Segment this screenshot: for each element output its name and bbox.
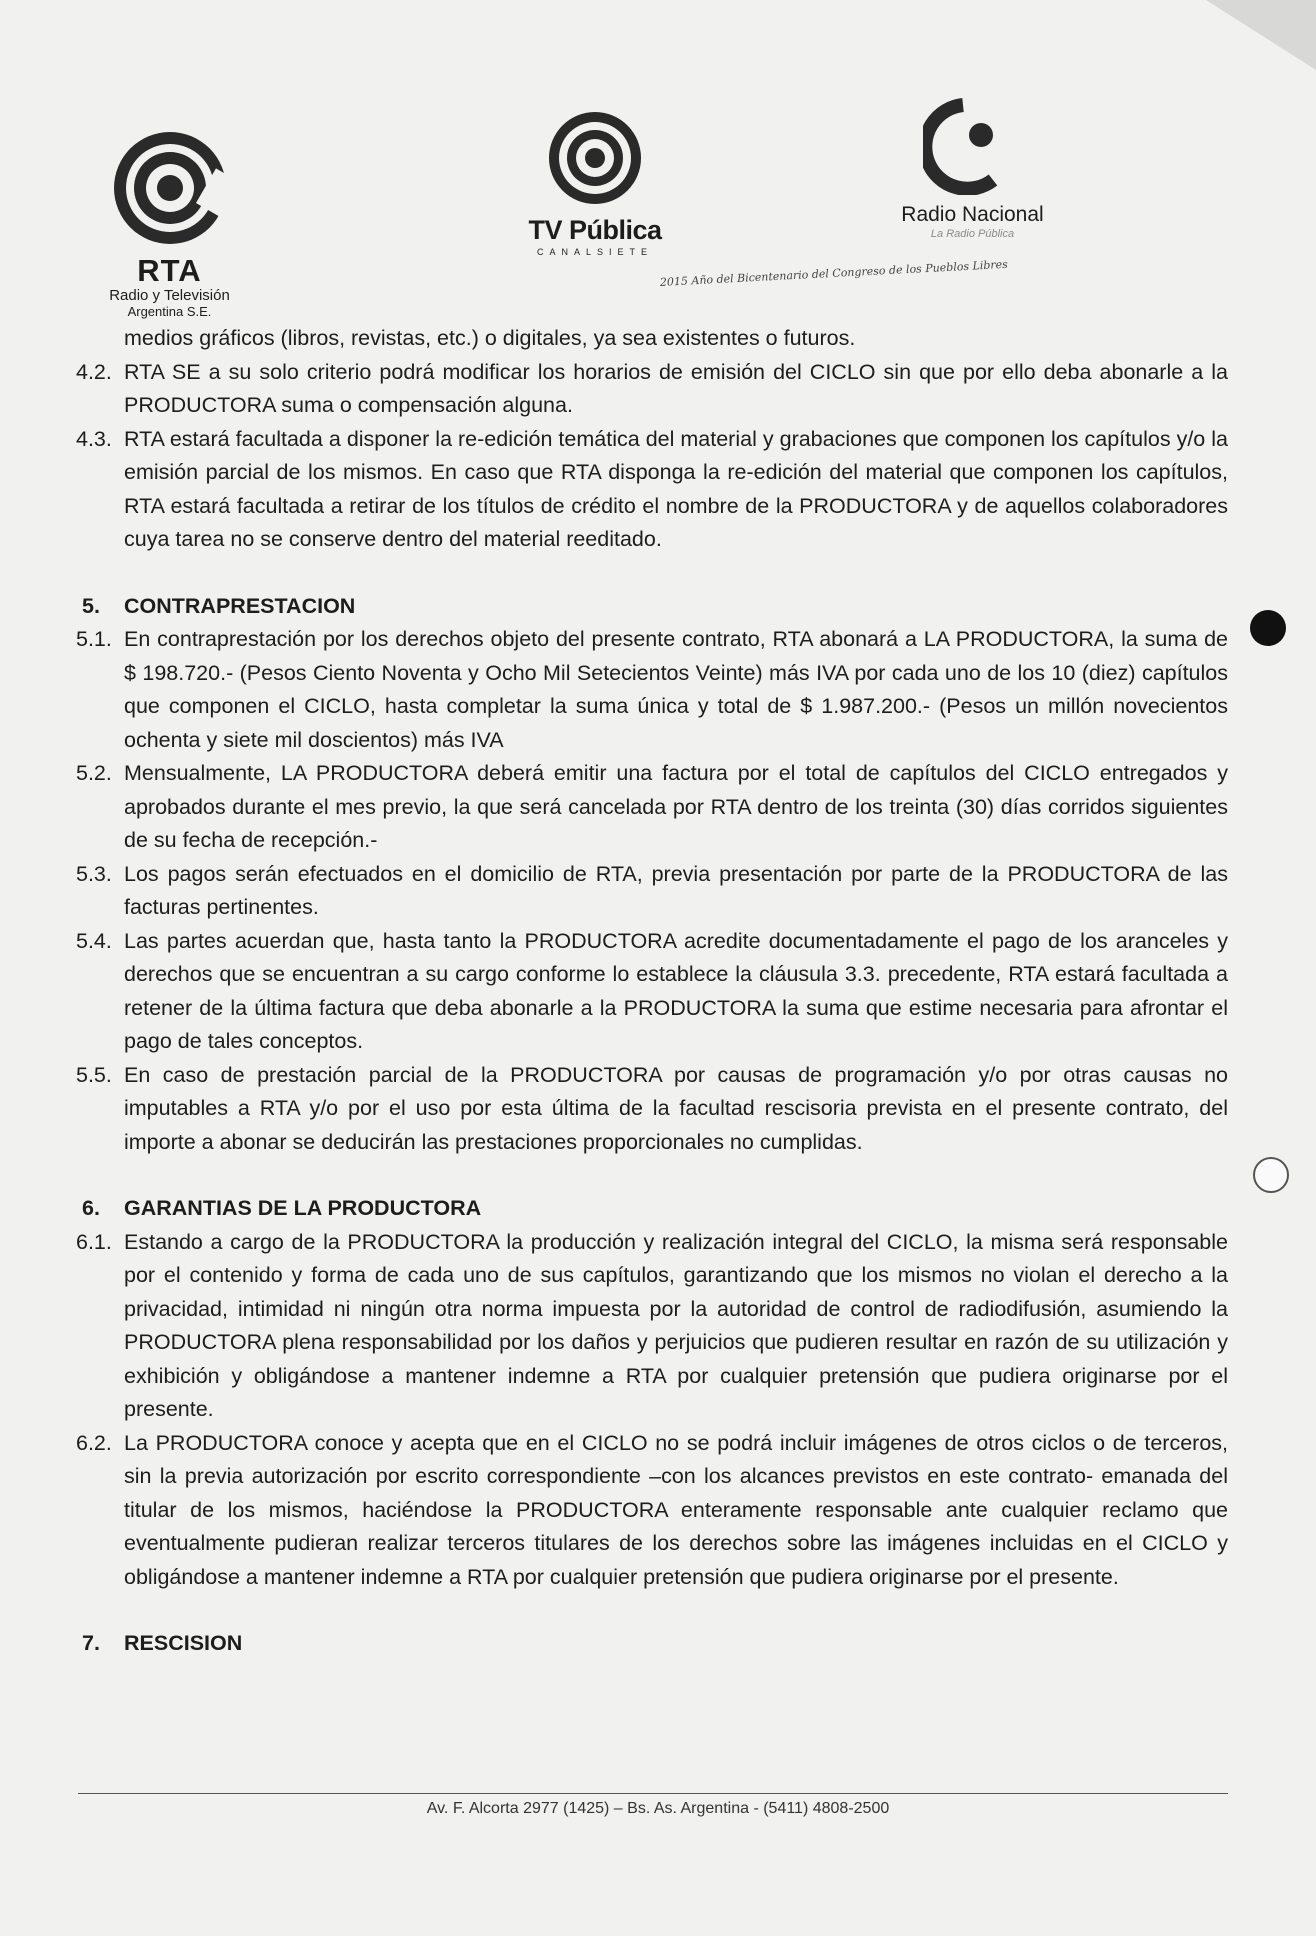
section-6-heading bbox=[68, 1192, 1228, 1226]
clause-5-1 bbox=[68, 623, 1228, 757]
punch-hole bbox=[1250, 610, 1286, 646]
clause-5-2 bbox=[68, 757, 1228, 858]
rta-logo bbox=[92, 128, 247, 319]
clause-number: 6.1. bbox=[76, 1229, 112, 1254]
section-title: RESCISION bbox=[124, 1631, 243, 1655]
rta-logo-subtitle: Radio y Televisión bbox=[109, 287, 230, 304]
clause-text: Estando a cargo de la PRODUCTORA la producción y realización integral del CICLO, la misma será responsable por el contenido y forma de cada uno de sus capítulos, garantizando que los mismos no violan el derecho a la privacidad, intimidad ni ningún otra norma impuesta por la autoridad de control de radiodifusión, asumiendo la PRODUCTORA plena responsabilidad por los daños y perjuicios que pudieren resultar en razón de su utilización y exhibición y obligándose a mantener indemne a RTA por cualquier pretensión que pudiera originarse por el presente. bbox=[124, 1229, 1228, 1421]
rta-circle-icon bbox=[105, 128, 235, 248]
section-number: 5. bbox=[82, 593, 100, 618]
clause-text: En contraprestación por los derechos objeto del presente contrato, RTA abonará a LA PRODUCTORA, la suma de $ 198.720.- (Pesos Ciento Noventa y Ocho Mil Setecientos Veinte) más IVA por cada uno de los 10 (diez) capítulos que componen el CICLO, hasta completar la suma única y total de $ 1.987.200.- (Pesos un millón novecientos ochenta y siete mil doscientos) más IVA bbox=[124, 627, 1228, 752]
contract-body bbox=[68, 322, 1228, 1661]
footer-divider bbox=[78, 1793, 1228, 1794]
radio-nacional-title: Radio Nacional bbox=[901, 203, 1044, 226]
clause-5-3 bbox=[68, 858, 1228, 925]
clause-number: 6.2. bbox=[76, 1430, 112, 1455]
radio-nacional-arc-icon bbox=[923, 95, 1023, 195]
clause-6-2 bbox=[68, 1427, 1228, 1595]
section-number: 6. bbox=[82, 1196, 100, 1220]
radio-nacional-logo bbox=[880, 95, 1065, 240]
punch-hole bbox=[1253, 1157, 1289, 1193]
tv-publica-subtitle: CANALSIETE bbox=[536, 247, 654, 257]
intro-line: medios gráficos (libros, revistas, etc.) o digitales, ya sea existentes o futuros. bbox=[124, 326, 856, 350]
section-7-heading bbox=[68, 1627, 1228, 1661]
rta-logo-subtitle2: Argentina S.E. bbox=[127, 303, 212, 319]
clause-number: 5.4. bbox=[76, 928, 112, 953]
clause-number: 5.5. bbox=[76, 1062, 112, 1087]
clause-6-1 bbox=[68, 1226, 1228, 1427]
clause-text: La PRODUCTORA conoce y acepta que en el CICLO no se podrá incluir imágenes de otros ciclos o de terceros, sin la previa autorización por escrito correspondiente –con los alcances previstos en este contrato- emanada del titular de los mismos, haciéndose la PRODUCTORA enteramente responsable ante cualquier reclamo que eventualmente pudieran realizar terceros titulares de los derechos sobre las imágenes incluidas en el CICLO y obligándose a mantener indemne a RTA por cualquier pretensión que pudiera originarse por el presente. bbox=[124, 1430, 1228, 1589]
clause-number: 5.1. bbox=[76, 627, 112, 651]
header-motto: 2015 Año del Bicentenario del Congreso de los Pueblos Libres bbox=[659, 257, 1009, 289]
clause-text: RTA estará facultada a disponer la re-edición temática del material y grabaciones que componen los capítulos y/o la emisión parcial de los mismos. En caso que RTA disponga la re-edición del material que componen los capítulos, RTA estará facultada a retirar de los títulos de crédito el nombre de la PRODUCTORA y de aquellos colaboradores cuya tarea no se conserve dentro del material reeditado. bbox=[124, 426, 1228, 551]
clause-text: En caso de prestación parcial de la PRODUCTORA por causas de programación y/o por otras causas no imputables a RTA y/o por el uso por esta última de la facultad rescisoria prevista en el presente contrato, del importe a abonar se deducirán las prestaciones proporcionales no cumplidas. bbox=[124, 1062, 1228, 1154]
clause-text: Mensualmente, LA PRODUCTORA deberá emitir una factura por el total de capítulos del CICLO entregados y aprobados durante el mes previo, la que será cancelada por RTA dentro de los treinta (30) días corridos siguientes de su fecha de recepción.- bbox=[124, 761, 1228, 852]
clause-number: 5.3. bbox=[76, 861, 112, 886]
footer-address: Av. F. Alcorta 2977 (1425) – Bs. As. Argentina - (5411) 4808-2500 bbox=[426, 1800, 890, 1817]
section-title: GARANTIAS DE LA PRODUCTORA bbox=[124, 1196, 482, 1220]
tv-publica-title: TV Pública bbox=[528, 215, 662, 245]
clause-text: Los pagos serán efectuados en el domicilio de RTA, previa presentación por parte de la PRODUCTORA de las facturas pertinentes. bbox=[124, 861, 1228, 919]
section-5-heading bbox=[68, 590, 1228, 624]
clause-4-2 bbox=[68, 356, 1228, 423]
tv-publica-logo bbox=[505, 108, 685, 257]
clause-number: 4.2. bbox=[76, 359, 112, 384]
rta-logo-title: RTA bbox=[137, 253, 202, 288]
clause-number: 4.3. bbox=[76, 426, 112, 451]
clause-text: RTA SE a su solo criterio podrá modificar los horarios de emisión del CICLO sin que por ello deba abonarle a la PRODUCTORA suma o compensación alguna. bbox=[124, 359, 1228, 417]
radio-nacional-subtitle: La Radio Pública bbox=[930, 228, 1015, 240]
clause-number: 5.2. bbox=[76, 761, 112, 785]
section-title: CONTRAPRESTACION bbox=[124, 593, 356, 618]
clause-text: Las partes acuerdan que, hasta tanto la PRODUCTORA acredite documentadamente el pago de los aranceles y derechos que se encuentran a su cargo conforme lo establece la cláusula 3.3. precedente, RTA estará facultada a retener de la última factura que deba abonarle a la PRODUCTORA la suma que estime necesaria para afrontar el pago de tales conceptos. bbox=[124, 928, 1228, 1053]
clause-4-3 bbox=[68, 423, 1228, 557]
tv-publica-circle-icon bbox=[545, 108, 645, 208]
section-number: 7. bbox=[82, 1631, 100, 1655]
clause-5-5 bbox=[68, 1059, 1228, 1160]
page-corner-fold bbox=[1206, 0, 1316, 70]
clause-5-4 bbox=[68, 925, 1228, 1059]
